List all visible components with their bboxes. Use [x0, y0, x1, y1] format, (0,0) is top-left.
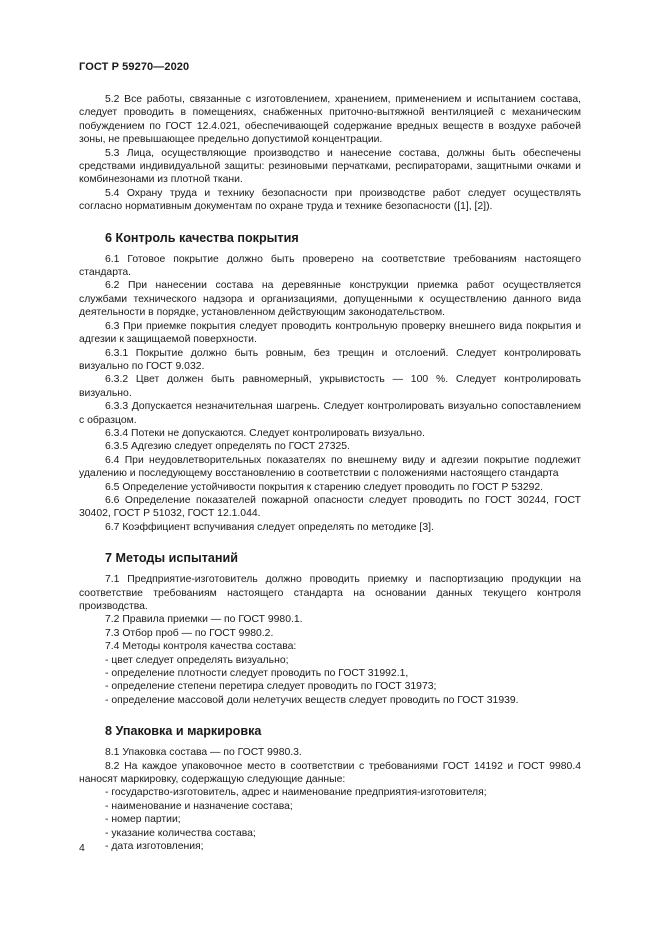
list-item: - дата изготовления;	[105, 841, 204, 853]
paragraph: 6.3 При приемке покрытия следует проводить контрольную проверку внешнего вида покрытия и адгезии к защищаемой поверхности.	[79, 320, 581, 346]
page-number: 4	[79, 843, 85, 854]
paragraph: 6.3.2 Цвет должен быть равномерный, укрывистость — 100 %. Следует контролировать визуально.	[79, 374, 581, 399]
document-body	[79, 93, 581, 854]
paragraph: 6.1 Готовое покрытие должно быть проверено на соответствие требованиям настоящего стандарта.	[79, 253, 581, 279]
document-header: ГОСТ Р 59270—2020	[79, 61, 190, 73]
list-item: - номер партии;	[105, 814, 181, 826]
list-item: - наименование и назначение состава;	[105, 800, 293, 812]
section-heading: 7 Методы испытаний	[105, 551, 238, 566]
paragraph: 6.3.4 Потеки не допускаются. Следует контролировать визуально.	[105, 427, 425, 439]
list-item: - определение массовой доли нелетучих веществ следует проводить по ГОСТ 31939.	[105, 694, 519, 706]
paragraph: 6.3.3 Допускается незначительная шагрень. Следует контролировать визуально сопоставлением с образцом.	[79, 401, 581, 426]
list-item: - определение плотности следует проводить по ГОСТ 31992.1,	[105, 668, 409, 680]
list-item: - определение степени перетира следует проводить по ГОСТ 31973;	[105, 681, 437, 693]
section-heading: 6 Контроль качества покрытия	[105, 230, 299, 245]
paragraph: 7.1 Предприятие-изготовитель должно проводить приемку и паспортизацию продукции на соответствие требованиям настоящего стандарта на основании данных текущего контроля производства.	[79, 574, 581, 612]
paragraph: 8.1 Упаковка состава — по ГОСТ 9980.3.	[105, 747, 302, 759]
paragraph: 5.2 Все работы, связанные с изготовлением, хранением, применением и испытанием состава, следует проводить в помещениях, снабженных приточно-вытяжной вентиляцией с механическим побуждением по ГОСТ 12.4.021, обеспечивающей содержание вредных веществ в воздухе рабочей зоны, не превышающее предельно допустимой концентрации.	[79, 94, 581, 146]
list-item: - указание количества состава;	[105, 827, 256, 839]
paragraph: 6.6 Определение показателей пожарной опасности следует проводить по ГОСТ 30244, ГОСТ 30402, ГОСТ Р 51032, ГОСТ 12.1.044.	[79, 494, 581, 520]
paragraph: 7.3 Отбор проб — по ГОСТ 9980.2.	[105, 627, 274, 639]
section-heading: 8 Упаковка и маркировка	[105, 724, 262, 739]
paragraph: 6.3.5 Адгезию следует определять по ГОСТ 27325.	[105, 441, 350, 453]
paragraph: 8.2 На каждое упаковочное место в соответствии с требованиями ГОСТ 14192 и ГОСТ 9980.4 наносят маркировку, содержащую следующие данные:	[79, 760, 581, 786]
paragraph: 6.3.1 Покрытие должно быть ровным, без трещин и отслоений. Следует контролировать визуально по ГОСТ 9.032.	[79, 347, 581, 372]
paragraph: 7.2 Правила приемки — по ГОСТ 9980.1.	[105, 614, 303, 626]
paragraph: 6.4 При неудовлетворительных показателях по внешнему виду и адгезии покрытие подлежит удалению и последующему восстановлению в соответствии с положениями настоящего стандарта	[79, 454, 581, 480]
paragraph: 5.4 Охрану труда и технику безопасности при производстве работ следует осуществлять согласно нормативным документам по охране труда и технике безопасности ([1], [2]).	[79, 187, 581, 213]
paragraph: 6.5 Определение устойчивости покрытия к старению следует проводить по ГОСТ Р 53292.	[105, 481, 544, 493]
paragraph: 7.4 Методы контроля качества состава:	[105, 641, 297, 653]
list-item: - государство-изготовитель, адрес и наименование предприятия-изготовителя;	[105, 787, 487, 799]
paragraph: 5.3 Лица, осуществляющие производство и нанесение состава, должны быть обеспечены средствами индивидуальной защиты: резиновыми перчатками, респираторами, защитными очками и комбинезонами из плотной ткани.	[79, 147, 581, 186]
list-item: - цвет следует определять визуально;	[105, 654, 289, 666]
paragraph: 6.2 При нанесении состава на деревянные конструкции приемка работ осуществляется службами технического надзора и организациями, допущенными к осуществлению данного вида деятельности в порядке, установленном действующим законодательством.	[79, 280, 581, 319]
paragraph: 6.7 Коэффициент вспучивания следует определять по методике [3].	[105, 521, 434, 533]
